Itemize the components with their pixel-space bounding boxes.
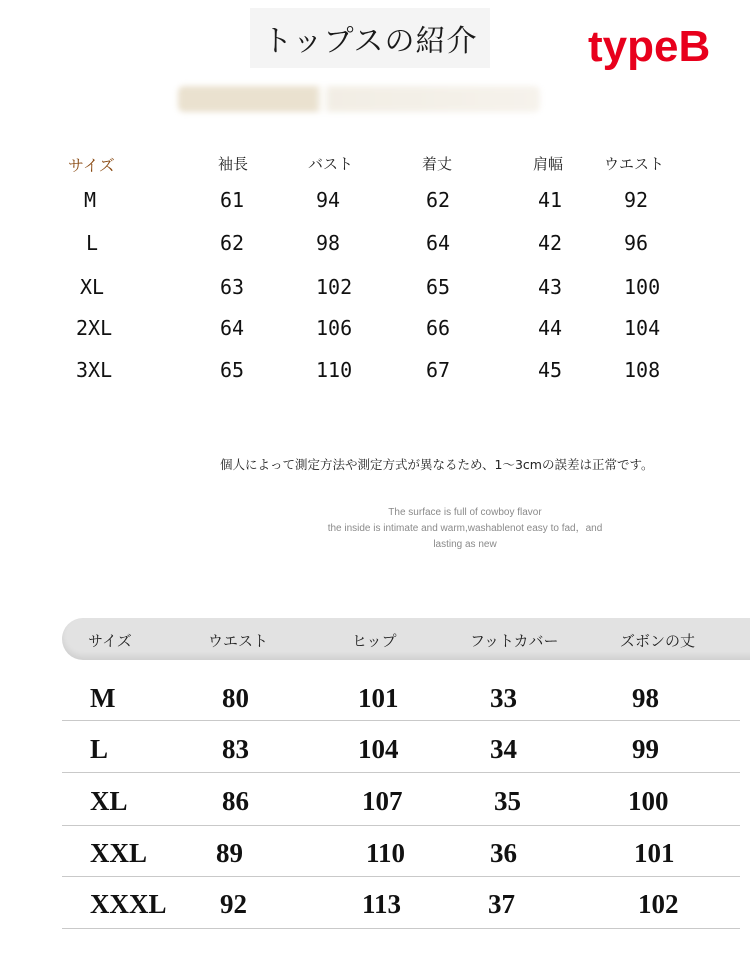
tops-cell: 102 xyxy=(316,275,353,299)
pants-cell: 104 xyxy=(358,734,399,764)
page-title: トップスの紹介 xyxy=(262,24,478,59)
fabric-description-line: lasting as new xyxy=(433,539,497,550)
row-divider xyxy=(62,772,740,773)
tops-cell: 66 xyxy=(426,316,451,340)
tops-cell: 62 xyxy=(220,231,245,255)
tops-cell: 92 xyxy=(624,188,649,212)
pants-header-hip: ヒップ xyxy=(352,632,397,650)
pants-header-waist: ウエスト xyxy=(208,632,269,650)
pants-cell: 35 xyxy=(494,786,521,816)
tops-cell: 43 xyxy=(538,275,563,299)
pants-cell: 101 xyxy=(634,838,675,868)
tops-cell: 94 xyxy=(316,188,341,212)
pants-cell: 80 xyxy=(222,683,249,713)
row-divider xyxy=(62,825,740,826)
tops-header-shoulder: 肩幅 xyxy=(533,155,564,173)
tops-header-waist: ウエスト xyxy=(604,155,665,173)
tops-cell: 65 xyxy=(220,358,245,382)
pants-header-size: サイズ xyxy=(88,632,132,650)
pants-cell: 98 xyxy=(632,683,659,713)
tops-cell: 104 xyxy=(624,316,661,340)
tops-cell: XL xyxy=(80,275,105,299)
tops-header-sleeve: 袖長 xyxy=(218,155,249,173)
pants-cell: 37 xyxy=(488,889,515,919)
tops-cell: 41 xyxy=(538,188,563,212)
tops-header-size: サイズ xyxy=(68,156,115,175)
pants-cell: 83 xyxy=(222,734,249,764)
pants-cell: 89 xyxy=(216,838,243,868)
pants-cell: 107 xyxy=(362,786,403,816)
pants-cell: 92 xyxy=(220,889,247,919)
pants-header-hem: フットカバー xyxy=(470,632,559,650)
blurred-subtitle-decoration xyxy=(178,86,540,112)
title-banner xyxy=(250,8,490,68)
tops-cell: 96 xyxy=(624,231,649,255)
pants-cell: 100 xyxy=(628,786,669,816)
tops-cell: 67 xyxy=(426,358,451,382)
row-divider xyxy=(62,720,740,721)
pants-cell: 99 xyxy=(632,734,659,764)
row-divider xyxy=(62,928,740,929)
pants-cell: M xyxy=(90,683,116,713)
pants-cell: XL xyxy=(90,786,128,816)
fabric-description-line: the inside is intimate and warm,washablenot easy to fad，and xyxy=(327,523,603,534)
tops-cell: 61 xyxy=(220,188,245,212)
tops-cell: 2XL xyxy=(76,316,113,340)
pants-cell: XXL xyxy=(90,838,148,868)
tops-header-bust: バスト xyxy=(308,155,354,173)
measurement-note: 個人によって測定方法や測定方式が異なるため、1〜3cmの誤差は正常です。 xyxy=(220,457,654,472)
tops-cell: 106 xyxy=(316,316,353,340)
tops-cell: M xyxy=(84,188,97,212)
tops-cell: 110 xyxy=(316,358,353,382)
tops-cell: 42 xyxy=(538,231,563,255)
tops-cell: 44 xyxy=(538,316,563,340)
tops-cell: L xyxy=(86,231,99,255)
tops-cell: 64 xyxy=(426,231,451,255)
tops-cell: 108 xyxy=(624,358,661,382)
tops-cell: 45 xyxy=(538,358,563,382)
tops-cell: 65 xyxy=(426,275,451,299)
tops-cell: 3XL xyxy=(76,358,113,382)
row-divider xyxy=(62,876,740,877)
pants-cell: 86 xyxy=(222,786,249,816)
pants-cell: 33 xyxy=(490,683,517,713)
pants-cell: 34 xyxy=(490,734,517,764)
tops-header-length: 着丈 xyxy=(422,155,453,173)
pants-cell: XXXL xyxy=(90,889,167,919)
tops-cell: 62 xyxy=(426,188,451,212)
pants-cell: 110 xyxy=(366,838,406,868)
pants-cell: 36 xyxy=(490,838,517,868)
tops-cell: 100 xyxy=(624,275,661,299)
type-label: typeB xyxy=(588,22,711,71)
pants-cell: L xyxy=(90,734,109,764)
tops-cell: 63 xyxy=(220,275,245,299)
tops-cell: 64 xyxy=(220,316,245,340)
fabric-description xyxy=(300,505,630,553)
fabric-description-line: The surface is full of cowboy flavor xyxy=(388,507,542,518)
pants-header-length: ズボンの丈 xyxy=(620,632,696,650)
pants-cell: 113 xyxy=(362,889,402,919)
pants-cell: 102 xyxy=(638,889,679,919)
tops-cell: 98 xyxy=(316,231,341,255)
pants-cell: 101 xyxy=(358,683,399,713)
